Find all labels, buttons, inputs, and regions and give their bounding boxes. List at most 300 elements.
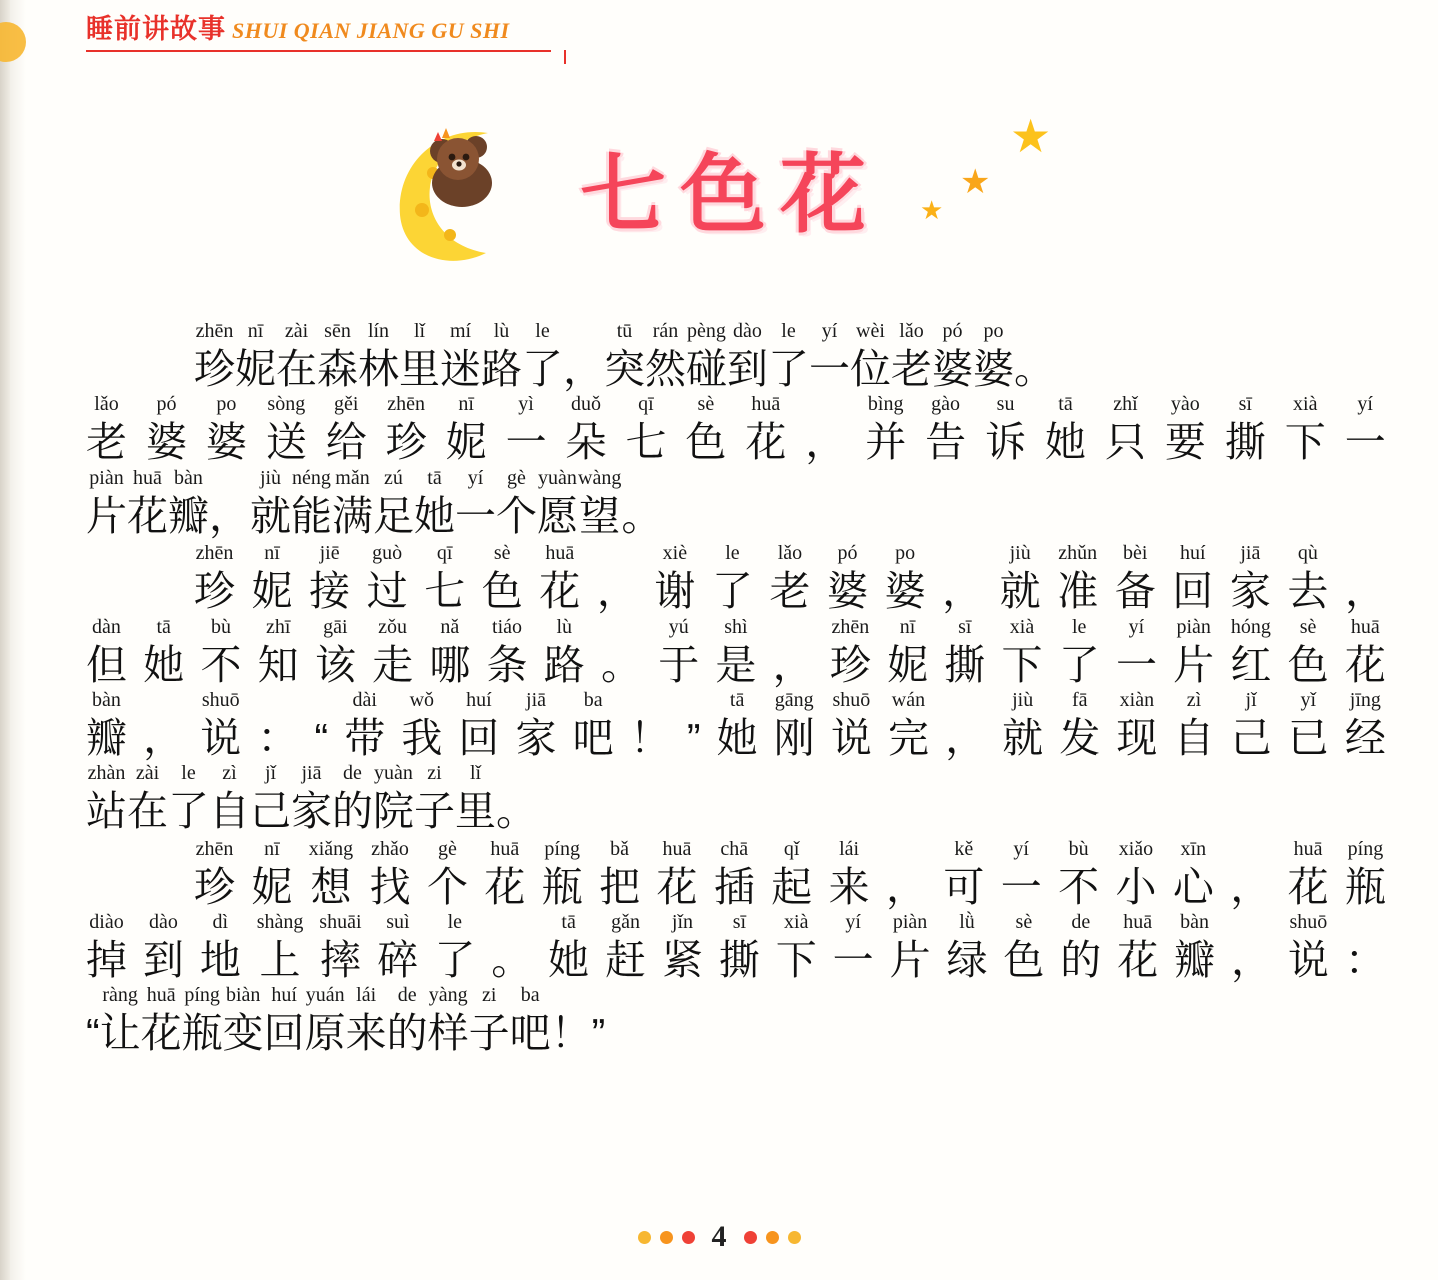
hanzi-text: 能 [291,492,332,539]
pinyin-text: jiā [1240,542,1261,565]
pinyin-hanzi-unit [506,393,547,466]
pinyin-hanzi-unit [1285,393,1326,466]
hanzi-text: 瓣 [168,492,209,539]
hanzi-text: 子 [414,788,455,835]
pinyin-hanzi-unit [1345,911,1386,984]
pinyin-text: jǐ [264,762,277,785]
pinyin-text: qǐ [783,837,800,860]
hanzi-text: 片 [889,937,931,983]
pinyin-hanzi-unit [146,393,187,466]
hanzi-text: 自 [209,788,250,835]
hanzi-text: ， [143,714,185,761]
hanzi-text: 的 [386,1010,428,1057]
hanzi-text: 七 [625,419,667,466]
pinyin-text: le [1072,615,1087,638]
hanzi-text: 自 [1173,714,1215,761]
pinyin-text: dào [733,320,762,342]
hanzi-text: 花 [745,419,787,466]
hanzi-text: 知 [257,641,299,688]
pinyin-text: píng [1347,837,1384,860]
pinyin-hanzi-unit [1288,838,1329,911]
hanzi-text: 瓶 [1344,863,1386,910]
pinyin-hanzi-unit [458,689,499,762]
pinyin-text: yuán [305,984,345,1007]
pinyin-hanzi-unit [332,467,373,540]
pinyin-text: zhī [265,615,291,638]
pinyin-text: huā [545,542,575,565]
footer-dot [660,1231,673,1244]
hanzi-text: 她 [143,641,185,688]
pinyin-text: hóng [1230,615,1271,638]
pinyin-text: gāi [323,615,348,638]
pinyin-text: zú [384,466,403,489]
pinyin-text: xiǎng [308,837,354,860]
pinyin-hanzi-unit [305,984,346,1057]
hanzi-text: 插 [713,863,755,910]
pinyin-hanzi-unit [223,984,264,1057]
hanzi-text: 去 [1287,568,1329,615]
pinyin-text: yào [1170,393,1200,416]
pinyin-text: xià [784,911,809,933]
pinyin-hanzi-unit [1057,542,1098,615]
pinyin-hanzi-unit [942,542,983,615]
hanzi-text: 她 [548,937,590,983]
hanzi-text: 花 [140,1010,182,1057]
pinyin-text: huā [1293,837,1323,860]
pinyin-hanzi-unit [827,542,868,615]
pinyin-hanzi-unit [86,911,127,984]
pinyin-text: píng [544,837,580,860]
pinyin-text: qī [436,542,453,565]
footer-dot [766,1231,779,1244]
hanzi-text: 望 [579,492,621,539]
pinyin-text: qù [1297,542,1318,565]
hanzi-text: 森 [317,346,358,392]
hanzi-text: 带 [344,714,386,761]
pinyin-hanzi-unit [769,542,810,615]
hanzi-text: 接 [309,568,351,615]
pinyin-hanzi-unit [687,689,701,762]
pinyin-hanzi-unit [182,984,223,1057]
hanzi-text: 她 [716,714,758,761]
hanzi-text: 来 [345,1010,387,1057]
pinyin-text: mí [449,320,472,342]
pinyin-text: le [535,320,550,342]
hanzi-text: 愿 [537,492,578,539]
pinyin-text: guò [372,542,403,565]
pinyin-hanzi-unit [127,467,168,540]
pinyin-hanzi-unit [686,320,727,393]
hanzi-text: 把 [599,863,641,910]
hanzi-text: 花 [656,863,698,910]
hanzi-text: 的 [332,788,373,835]
pinyin-hanzi-unit [1173,838,1214,911]
pinyin-hanzi-unit [510,984,551,1057]
hanzi-text: 条 [486,641,528,688]
pinyin-hanzi-unit [194,838,235,911]
page-number: 4 [711,1220,727,1253]
hanzi-text: 。 [621,492,663,539]
pinyin-hanzi-unit [599,838,640,911]
pinyin-text: lù [493,320,510,342]
pinyin-hanzi-unit [143,911,184,984]
hanzi-text: 撕 [1224,419,1266,466]
story-paragraph [86,838,1386,1058]
hanzi-text: 碎 [377,937,419,983]
pinyin-hanzi-unit [658,616,699,689]
pinyin-text: zi [427,762,442,785]
pinyin-text: bù [1068,837,1089,860]
pinyin-hanzi-unit [774,689,815,762]
pinyin-text: yuàn [538,466,577,489]
pinyin-text: zhēn [195,542,234,565]
pinyin-hanzi-unit [319,911,361,984]
pinyin-text: zài [284,320,309,342]
pinyin-hanzi-unit [367,542,408,615]
hanzi-text: 完 [887,714,929,761]
hanzi-text: 了 [711,568,753,615]
hanzi-text: 变 [222,1010,264,1057]
pinyin-text: jiā [526,688,547,711]
pinyin-hanzi-unit [168,762,209,835]
hanzi-text: 足 [373,492,414,539]
pinyin-text: sòng [267,393,306,416]
pinyin-text: wèi [856,320,885,342]
pinyin-text: chā [720,837,749,860]
pinyin-hanzi-unit [551,984,592,1057]
pinyin-hanzi-unit [662,911,703,984]
pinyin-text: wàng [578,466,622,489]
hanzi-text: ， [885,863,927,910]
pinyin-hanzi-unit [428,984,469,1057]
hanzi-text: ” [591,1010,606,1057]
pinyin-text: lín [367,320,390,342]
pinyin-hanzi-unit [537,467,578,540]
hanzi-text: 的 [1060,937,1102,983]
pinyin-hanzi-unit [86,616,127,689]
pinyin-hanzi-unit [252,542,293,615]
pinyin-text: huā [662,837,692,860]
pinyin-hanzi-unit [387,984,428,1057]
pinyin-hanzi-unit [399,320,440,393]
pinyin-text: ba [520,984,540,1007]
pinyin-text: rán [652,320,679,342]
pinyin-hanzi-unit [1230,616,1271,689]
hanzi-text: ， [945,714,987,761]
hanzi-text: ， [596,568,638,615]
pinyin-text: huí [271,984,297,1007]
hanzi-text: 突 [604,346,645,392]
pinyin-text: huā [490,837,520,860]
pinyin-hanzi-unit [496,467,537,540]
hanzi-text: 花 [1117,937,1159,983]
star-icon: ★ [1010,110,1052,162]
hanzi-text: 上 [259,937,301,983]
pinyin-text: huā [146,984,176,1007]
pinyin-text: wán [891,688,926,711]
pinyin-hanzi-unit [850,320,891,393]
pinyin-hanzi-unit [932,320,973,393]
footer-dot [788,1231,801,1244]
pinyin-hanzi-unit [727,320,768,393]
hanzi-text: 瓣 [1174,937,1216,983]
hanzi-text: 吧 [572,714,614,761]
pinyin-text: jiù [1009,542,1031,565]
pinyin-hanzi-unit [317,320,358,393]
hanzi-text: 了 [522,346,563,392]
pinyin-hanzi-unit [1000,542,1041,615]
pinyin-text: tū [616,320,633,342]
hanzi-text: 色 [1287,641,1329,688]
hanzi-text: 到 [142,937,184,983]
hanzi-text: 了 [434,937,476,983]
pinyin-hanzi-unit [1345,689,1386,762]
pinyin-text: huā [751,393,781,416]
pinyin-text: jīng [1349,688,1381,711]
pinyin-text: zhǎo [371,837,409,860]
pinyin-text: nī [264,837,280,860]
pinyin-text: dào [148,911,178,933]
pinyin-text: yí [1013,837,1029,860]
pinyin-text: bèi [1123,542,1148,565]
hanzi-text: 花 [1344,641,1386,688]
story-body [86,320,1386,1060]
pinyin-text: lǐ [413,320,426,342]
pinyin-text: nī [264,542,280,565]
hanzi-text: 准 [1057,568,1099,615]
pinyin-hanzi-unit [200,911,241,984]
pinyin-hanzi-unit [776,911,817,984]
pinyin-text: kě [954,837,974,860]
pinyin-hanzi-unit [522,320,563,393]
hanzi-text: 下 [1001,641,1043,688]
hanzi-text: 婆 [884,568,926,615]
pinyin-hanzi-unit [1014,320,1055,393]
hanzi-text: 摔 [319,937,361,983]
story-line [86,467,1386,540]
story-line [86,762,1386,835]
story-line [86,689,1386,762]
pinyin-text: de [397,984,417,1007]
pinyin-hanzi-unit [143,689,184,762]
hanzi-text: 绿 [946,937,988,983]
pinyin-hanzi-unit [715,616,756,689]
hanzi-text: 花 [539,568,581,615]
pinyin-text: sī [958,615,972,638]
pinyin-hanzi-unit [573,689,614,762]
hanzi-text: 哪 [429,641,471,688]
hanzi-text: 已 [1287,714,1329,761]
pinyin-hanzi-unit [945,689,986,762]
hanzi-text: 里 [455,788,496,835]
hanzi-text: 只 [1104,419,1146,466]
pinyin-text: tā [729,688,745,711]
pinyin-hanzi-unit [206,393,247,466]
hanzi-text: ： [1344,937,1386,983]
pinyin-hanzi-unit [484,838,525,911]
hanzi-text: 珍 [194,863,235,910]
hanzi-text: ， [1231,937,1273,983]
pinyin-text: wǒ [409,688,435,711]
pinyin-hanzi-unit [346,984,387,1057]
pinyin-text: po [216,393,237,416]
pinyin-hanzi-unit [830,616,871,689]
hanzi-text: 心 [1172,863,1214,910]
hanzi-text: 婆 [973,346,1014,392]
hanzi-text: 她 [1045,419,1086,466]
pinyin-text: shuō [832,688,871,711]
hanzi-text: 路 [481,346,522,392]
pinyin-hanzi-unit [326,393,367,466]
pinyin-hanzi-unit [712,542,753,615]
pinyin-hanzi-unit [235,320,276,393]
hanzi-text: 紧 [661,937,703,983]
pinyin-hanzi-unit [358,320,399,393]
hanzi-text: 婆 [205,419,247,466]
pinyin-hanzi-unit [266,393,307,466]
hanzi-text: 告 [925,419,967,466]
pinyin-text: biàn [225,984,261,1007]
hanzi-text: 了 [768,346,809,392]
pinyin-hanzi-unit [745,393,786,466]
pinyin-text: shuō [201,688,240,711]
pinyin-text: zǒu [378,615,408,638]
hanzi-text: 家 [515,714,557,761]
pinyin-hanzi-unit [1003,911,1044,984]
pinyin-hanzi-unit [1002,616,1043,689]
hanzi-text: 要 [1164,419,1206,466]
pinyin-hanzi-unit [719,911,760,984]
pinyin-text: zhēn [195,320,234,342]
pinyin-text: sè [1299,615,1317,638]
pinyin-hanzi-unit [1231,689,1272,762]
pinyin-hanzi-unit [1105,393,1146,466]
pinyin-text: zhǐ [1113,393,1138,416]
pinyin-hanzi-unit [194,542,235,615]
pinyin-text: jǐ [1245,688,1257,711]
pinyin-hanzi-unit [1060,911,1101,984]
pinyin-text: jǐn [671,911,694,933]
pinyin-hanzi-unit [544,616,585,689]
pinyin-hanzi-unit [890,911,931,984]
pinyin-text: dài [352,688,377,711]
hanzi-text: 个 [426,863,468,910]
hanzi-text: 诉 [985,419,1027,466]
hanzi-text: 给 [325,419,367,466]
pinyin-hanzi-unit [434,911,475,984]
pinyin-text: lù [556,615,573,638]
pinyin-text: xiǎo [1118,837,1154,860]
pinyin-hanzi-unit [429,616,470,689]
hanzi-text: 花 [1287,863,1329,910]
hanzi-text: 送 [265,419,307,466]
pinyin-hanzi-unit [973,320,1014,393]
pinyin-hanzi-unit [946,911,987,984]
footer-dot [744,1231,757,1244]
pinyin-text: zhǔn [1058,542,1098,565]
pinyin-hanzi-unit [372,616,413,689]
pinyin-hanzi-unit [251,838,292,911]
pinyin-hanzi-unit [209,467,250,540]
pinyin-text: mǎn [335,466,370,489]
hanzi-text: 可 [943,863,985,910]
pinyin-hanzi-unit [578,467,621,540]
hanzi-text: ， [563,346,604,392]
pinyin-hanzi-unit [1059,616,1100,689]
pinyin-hanzi-unit [386,393,427,466]
hanzi-text: 色 [1003,937,1045,983]
pinyin-text: yàng [428,984,468,1007]
header-row [86,16,566,43]
pinyin-hanzi-unit [481,320,522,393]
pinyin-text: le [725,542,740,565]
hanzi-text: 珍 [194,346,235,392]
hanzi-text: 院 [373,788,414,835]
pinyin-text: xiè [662,542,688,565]
pinyin-text: gè [437,837,457,860]
pinyin-hanzi-unit [925,393,966,466]
hanzi-text: 子 [468,1010,510,1057]
hanzi-text: 珍 [829,641,871,688]
pinyin-text: nī [899,615,916,638]
pinyin-text: duǒ [571,393,601,416]
hanzi-text: 于 [658,641,700,688]
hanzi-text: 己 [250,788,291,835]
pinyin-text: sè [1015,911,1033,933]
pinyin-hanzi-unit [257,689,298,762]
pinyin-hanzi-unit [805,393,846,466]
header-rule-wrap [86,50,566,52]
pinyin-hanzi-unit [309,838,353,911]
pinyin-hanzi-unit [809,320,850,393]
hanzi-text: 走 [372,641,414,688]
pinyin-hanzi-unit [1172,542,1213,615]
pinyin-text: zi [481,984,497,1007]
pinyin-text: yí [1357,393,1373,416]
pinyin-text: lái [839,837,860,860]
pinyin-text: shuō [1289,911,1328,933]
pinyin-hanzi-unit [1225,393,1266,466]
pinyin-hanzi-unit [773,616,814,689]
hanzi-text: 发 [1059,714,1101,761]
pinyin-hanzi-unit [886,838,927,911]
pinyin-text: lái [356,984,377,1007]
hanzi-text: 迷 [440,346,481,392]
pinyin-text: bìng [867,393,904,416]
pinyin-text: sè [493,542,511,565]
pinyin-hanzi-unit [621,467,662,540]
pinyin-hanzi-unit [427,838,468,911]
hanzi-text: 位 [850,346,891,392]
pinyin-hanzi-unit [1116,689,1157,762]
pinyin-hanzi-unit [143,616,184,689]
pinyin-hanzi-unit [291,467,332,540]
pinyin-text: huí [1180,542,1206,565]
hanzi-text: 婆 [145,419,187,466]
hanzi-text: 小 [1115,863,1157,910]
pinyin-text: le [181,762,196,785]
pinyin-text: bàn [92,688,121,711]
pinyin-hanzi-unit [516,689,557,762]
footer-dot [638,1231,651,1244]
hanzi-text: 。 [600,641,642,688]
pinyin-hanzi-unit [446,393,487,466]
pinyin-hanzi-unit [566,393,607,466]
hanzi-text: 刚 [773,714,815,761]
pinyin-text: sè [697,393,715,416]
pinyin-text: po [983,320,1004,342]
pinyin-hanzi-unit [401,689,442,762]
